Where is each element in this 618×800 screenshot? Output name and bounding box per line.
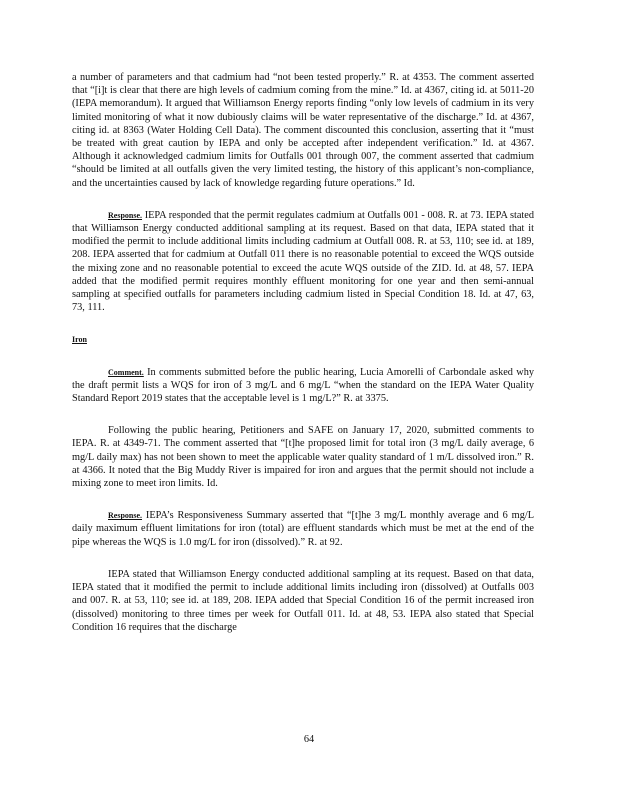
page-body [72,71,534,634]
comment-label: Comment. [108,367,144,377]
paragraph-cadmium-comment-continued: a number of parameters and that cadmium had “not been tested properly.” R. at 4353. The comment asserted that “[i]t is clear that there are high levels of cadmium coming from the mine.” Id. at 4367, citing id. at 5011-20 (IEPA memorandum). It argued that Williamson Energy reports finding “only low levels of cadmium in its very limited monitoring of what it now dubiously claims will be water representative of the discharge.” Id. at 4367, citing id. at 8363 (Water Holding Cell Data). The comment discounted this conclusion, asserting that it “must be treated with great caution by IEPA and only be accepted after independent verification.” Id. at 4367. Although it acknowledged cadmium limits for Outfalls 001 through 007, the comment asserted that cadmium “should be limited at all outfalls given the very limited testing, the history of this applicant’s non-compliance, and the uncertainties caused by lack of knowledge regarding future operations.” Id. [72,72,534,189]
paragraph-cadmium-response [72,209,534,315]
response-text: IEPA responded that the permit regulates cadmium at Outfalls 001 - 008. R. at 73. IEPA stated that Williamson Energy conducted additional sampling at its request. Based on that data, IEPA stated that it modified the permit to include additional limits including cadmium at Outfall 008. R. at 53, 110; see id. at 189, 208. IEPA asserted that for cadmium at Outfall 011 there is no reasonable potential to exceed the WQS outside the mixing zone and no reasonable potential to exceed the acute WQS outside of the ZID. Id. at 48, 57. IEPA added that the modified permit requires monthly effluent monitoring for one year and then semi-annual sampling at specified outfalls for parameters including cadmium listed in Special Condition 18. Id. at 47, 63, 73, 111. [72,209,534,314]
paragraph-iron-response [72,509,534,549]
paragraph-iron-sampling: IEPA stated that Williamson Energy conducted additional sampling at its request. Based on that data, IEPA stated that it modified the permit to include additional limits including iron (dissolved) at Outfalls 003 and 007. R. at 53, 110; see id. at 189, 208. IEPA added that Special Condition 16 of the permit increased iron (dissolved) monitoring to three times per week for Outfall 011. Id. at 48, 53. IEPA also stated that Special Condition 16 requires that the discharge [72,568,534,633]
section-heading-iron: Iron [72,335,87,345]
page-number: 64 [303,734,315,745]
response-label: Response. [108,511,143,521]
paragraph-iron-followup: Following the public hearing, Petitioners and SAFE on January 17, 2020, submitted comments to IEPA. R. at 4349-71. The comment asserted that “[t]he proposed limit for total iron (3 mg/L daily average, 6 mg/L daily max) has not been shown to meet the applicable water quality standard of 1 m/L dissolved iron.” R. at 4366. It noted that the Big Muddy River is impaired for iron and argues that the permit should not include a mixing zone to meet iron limits. Id. [72,425,534,490]
comment-text: In comments submitted before the public hearing, Lucia Amorelli of Carbondale asked why the draft permit lists a WQS for iron of 3 mg/L and 6 mg/L “when the standard on the IEPA Water Quality Standard Report 2019 states that the acceptable level is 1 mg/L?” R. at 3375. [72,366,535,405]
paragraph-iron-comment [72,366,534,406]
response-label: Response. [108,210,143,220]
response-text: IEPA’s Responsiveness Summary asserted that “[t]he 3 mg/L monthly average and 6 mg/L daily maximum effluent limitations for iron (total) are effluent standards which must be met at the end of the pipe whereas the WQS is 1.0 mg/L for iron (dissolved).” R. at 92. [72,510,534,548]
